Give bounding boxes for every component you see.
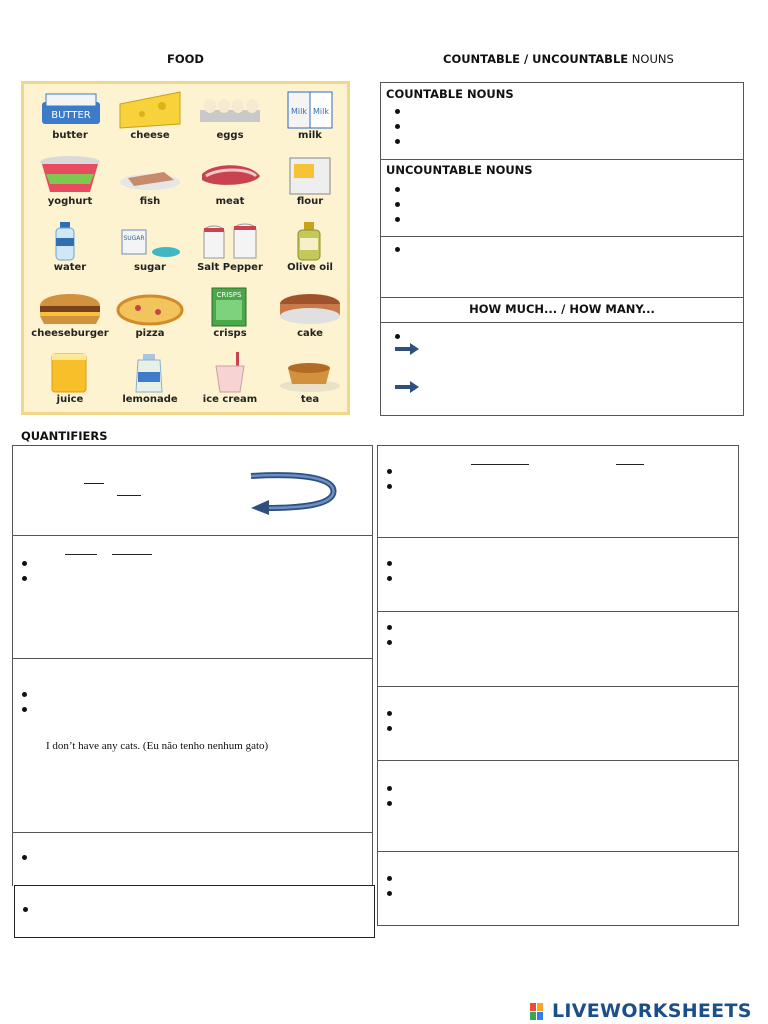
quantifier-box-right-3 bbox=[377, 611, 739, 686]
quantifier-box-2 bbox=[12, 535, 373, 658]
blank-line bbox=[84, 483, 104, 484]
food-item-eggs bbox=[190, 88, 270, 154]
quantifier-box-right-6 bbox=[377, 851, 739, 926]
quantifier-bullets bbox=[22, 687, 36, 717]
bullet-item bbox=[387, 721, 401, 736]
nouns-table bbox=[380, 82, 744, 416]
eggs-icon bbox=[194, 88, 266, 130]
quantifier-box-5 bbox=[14, 885, 375, 938]
quantifier-bullets bbox=[22, 850, 36, 865]
juice-icon bbox=[34, 352, 106, 394]
crisps-icon bbox=[194, 286, 266, 328]
food-label: sugar bbox=[134, 262, 166, 273]
food-label: cheese bbox=[130, 130, 170, 141]
butter-icon bbox=[34, 88, 106, 130]
food-item-salt-pepper bbox=[190, 220, 270, 286]
bullet-item bbox=[23, 902, 37, 917]
quantifier-bullets bbox=[387, 556, 401, 586]
food-label: cheeseburger bbox=[31, 328, 109, 339]
food-item-ice-cream bbox=[190, 352, 270, 418]
svg-text:SUGAR: SUGAR bbox=[123, 235, 145, 242]
bullet-item bbox=[387, 571, 401, 586]
bullet-item bbox=[395, 134, 409, 149]
flour-icon bbox=[274, 154, 346, 196]
food-label: butter bbox=[52, 130, 88, 141]
cheese-icon bbox=[114, 88, 186, 130]
countable-heading-bold: COUNTABLE / UNCOUNTABLE bbox=[443, 52, 629, 66]
food-label: fish bbox=[139, 196, 161, 207]
water-bottle-icon bbox=[34, 220, 106, 262]
note-bullets bbox=[395, 242, 409, 257]
bullet-item bbox=[395, 104, 409, 119]
food-item-flour bbox=[270, 154, 350, 220]
food-item-sugar bbox=[110, 220, 190, 286]
food-item-fish bbox=[110, 154, 190, 220]
ice-cream-icon bbox=[194, 352, 266, 394]
food-label: flour bbox=[296, 196, 324, 207]
food-item-cake bbox=[270, 286, 350, 352]
cake-icon bbox=[274, 286, 346, 328]
blank-line bbox=[112, 554, 152, 555]
food-label: crisps bbox=[213, 328, 247, 339]
food-label: yoghurt bbox=[47, 196, 93, 207]
sugar-icon bbox=[114, 220, 186, 262]
svg-text:CRISPS: CRISPS bbox=[216, 291, 242, 299]
countable-bullets bbox=[395, 104, 409, 149]
divider bbox=[381, 159, 743, 160]
food-label: pizza bbox=[135, 328, 165, 339]
quantifier-box-4 bbox=[12, 832, 373, 886]
food-heading: FOOD bbox=[167, 52, 204, 66]
food-label: meat bbox=[215, 196, 245, 207]
quantifier-bullets bbox=[23, 902, 37, 917]
quantifier-box-right-5 bbox=[377, 760, 739, 851]
salt-pepper-icon bbox=[194, 220, 266, 262]
bullet-item bbox=[395, 119, 409, 134]
quantifier-box-1 bbox=[12, 445, 373, 535]
quantifier-bullets bbox=[387, 464, 401, 494]
olive-oil-icon bbox=[274, 220, 346, 262]
quantifier-box-right-1 bbox=[377, 445, 739, 537]
meat-icon bbox=[194, 154, 266, 196]
quantifier-box-right-4 bbox=[377, 686, 739, 760]
uncountable-nouns-title: UNCOUNTABLE NOUNS bbox=[386, 163, 533, 177]
quantifier-bullets bbox=[387, 706, 401, 736]
quantifiers-heading: QUANTIFIERS bbox=[21, 429, 108, 443]
quantifier-bullets bbox=[22, 556, 36, 586]
food-item-water bbox=[30, 220, 110, 286]
divider bbox=[381, 322, 743, 323]
svg-text:Milk: Milk bbox=[313, 107, 329, 116]
food-item-milk bbox=[270, 88, 350, 154]
cheeseburger-icon bbox=[34, 286, 106, 328]
yoghurt-icon bbox=[34, 154, 106, 196]
bullet-item bbox=[395, 182, 409, 197]
example-sentence: I don’t have any cats. (Eu não tenho nenhum gato) bbox=[46, 740, 269, 752]
curved-arrow-icon bbox=[247, 472, 337, 516]
divider bbox=[381, 297, 743, 298]
fish-icon bbox=[114, 154, 186, 196]
countable-uncountable-heading bbox=[443, 52, 674, 66]
food-item-pizza bbox=[110, 286, 190, 352]
bullet-item bbox=[387, 479, 401, 494]
bullet-item bbox=[395, 329, 409, 344]
divider bbox=[381, 236, 743, 237]
food-item-yoghurt bbox=[30, 154, 110, 220]
liveworksheets-logo: LIVEWORKSHEETS bbox=[552, 1000, 752, 1022]
svg-text:BUTTER: BUTTER bbox=[51, 110, 91, 121]
food-label: cake bbox=[297, 328, 323, 339]
right-arrow-icon bbox=[395, 381, 419, 393]
bullet-item bbox=[22, 687, 36, 702]
blank-line bbox=[65, 554, 97, 555]
food-item-olive-oil bbox=[270, 220, 350, 286]
quantifier-bullets bbox=[387, 620, 401, 650]
milk-icon bbox=[274, 88, 346, 130]
bullet-item bbox=[387, 635, 401, 650]
tea-icon bbox=[274, 352, 346, 394]
food-item-crisps bbox=[190, 286, 270, 352]
bullet-item bbox=[387, 796, 401, 811]
blank-line bbox=[616, 464, 644, 465]
blank-line bbox=[471, 464, 529, 465]
bullet-item bbox=[387, 886, 401, 901]
lemonade-icon bbox=[114, 352, 186, 394]
food-label: eggs bbox=[216, 130, 244, 141]
uncountable-bullets bbox=[395, 182, 409, 227]
how-much-how-many-title: HOW MUCH... / HOW MANY... bbox=[469, 302, 655, 316]
food-label: lemonade bbox=[122, 394, 178, 405]
food-item-juice bbox=[30, 352, 110, 418]
bullet-item bbox=[395, 242, 409, 257]
countable-nouns-title: COUNTABLE NOUNS bbox=[386, 87, 514, 101]
food-label: ice cream bbox=[202, 394, 258, 405]
quantifier-bullets bbox=[387, 871, 401, 901]
food-item-lemonade bbox=[110, 352, 190, 418]
bullet-item bbox=[22, 556, 36, 571]
pizza-icon bbox=[114, 286, 186, 328]
bullet-item bbox=[387, 706, 401, 721]
food-label: water bbox=[53, 262, 87, 273]
bullet-item bbox=[22, 571, 36, 586]
liveworksheets-logo-icon bbox=[530, 1003, 550, 1021]
countable-heading-nouns: NOUNS bbox=[628, 52, 674, 66]
food-label: tea bbox=[300, 394, 320, 405]
quantifier-box-3 bbox=[12, 658, 373, 832]
bullet-item bbox=[387, 781, 401, 796]
food-label: juice bbox=[56, 394, 84, 405]
food-item-cheeseburger bbox=[30, 286, 110, 352]
right-arrow-icon bbox=[395, 343, 419, 355]
bullet-item bbox=[395, 197, 409, 212]
bullet-item bbox=[22, 850, 36, 865]
food-item-tea bbox=[270, 352, 350, 418]
blank-line bbox=[117, 495, 141, 496]
quantifier-bullets bbox=[387, 781, 401, 811]
how-bullets bbox=[395, 329, 409, 344]
food-item-meat bbox=[190, 154, 270, 220]
bullet-item bbox=[22, 702, 36, 717]
bullet-item bbox=[387, 871, 401, 886]
bullet-item bbox=[387, 556, 401, 571]
bullet-item bbox=[395, 212, 409, 227]
bullet-item bbox=[387, 464, 401, 479]
food-item-cheese bbox=[110, 88, 190, 154]
food-label: milk bbox=[298, 130, 322, 141]
bullet-item bbox=[387, 620, 401, 635]
svg-text:Milk: Milk bbox=[291, 107, 307, 116]
food-item-butter bbox=[30, 88, 110, 154]
quantifier-box-right-2 bbox=[377, 537, 739, 611]
food-label: Olive oil bbox=[287, 262, 333, 273]
food-label: Salt Pepper bbox=[197, 262, 263, 273]
